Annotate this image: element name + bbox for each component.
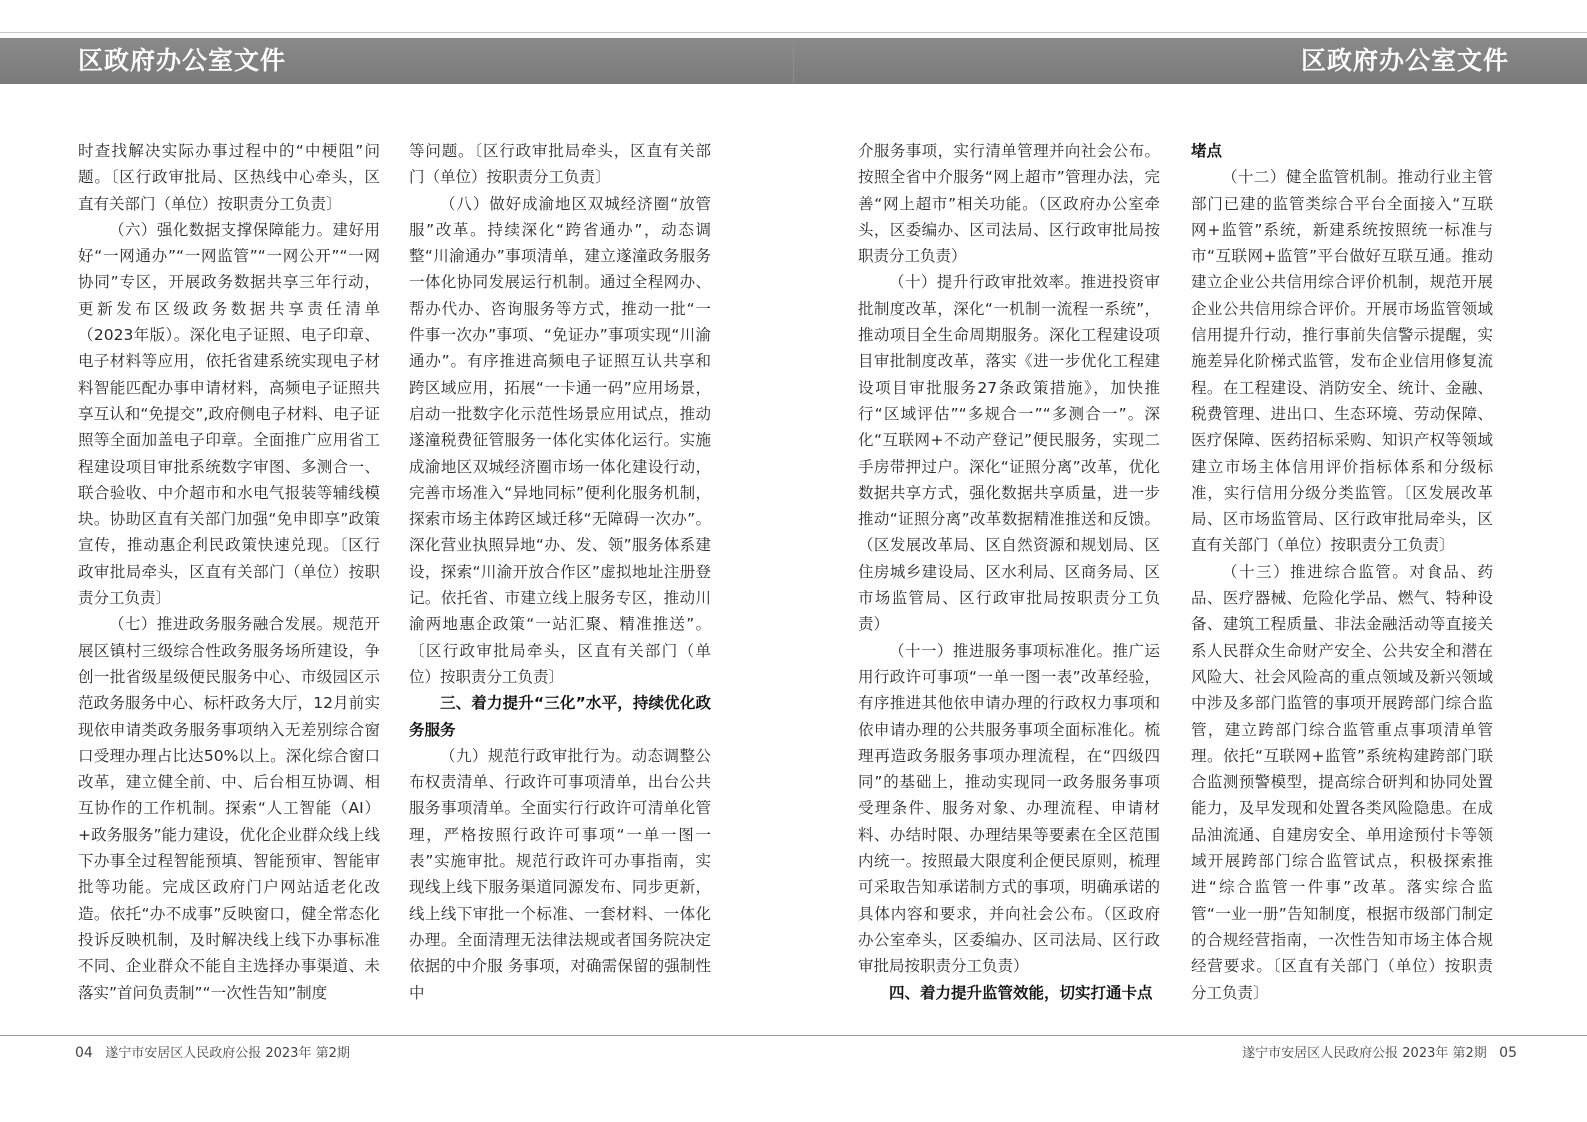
text-column-2 bbox=[409, 138, 711, 1006]
paragraph: 时查找解决实际办事过程中的“中梗阻”问题。〔区行政审批局、区热线中心牵头，区直有关部门（单位）按职责分工负责〕 bbox=[78, 142, 380, 213]
paragraph: （十）提升行政审批效率。推进投资审批制度改革，深化“一机制一流程一系统”，推动项目全生命周期服务。深化工程建设项目审批制度改革，落实《进一步优化工程建设项目审批服务27条政策措施》，加快推行“区域评估”“多规合一”“多测合一”。深化“互联网+不动产登记”便民服务，实现二手房带押过户。深化“证照分离”改革，优化数据共享方式，强化数据共享质量，进一步推动“证照分离”改革数据精准推送和反馈。（区发展改革局、区自然资源和规划局、区住房城乡建设局、区水利局、区商务局、区市场监管局、区行政审批局按职责分工负责） bbox=[858, 273, 1160, 634]
paragraph: （十一）推进服务事项标准化。推广运用行政许可事项“一单一图一表”改革经验，有序推进其他依申请办理的行政权力事项和依申请办理的公共服务事项全面标准化。梳理再造政务服务事项办理流程，在“四级四同”的基础上，推动实现同一政务服务事项受理条件、服务对象、办理流程、申请材料、办结时限、办理结果等要素在全区范围内统一。按照最大限度利企便民原则，梳理可采取告知承诺制方式的事项，明确承诺的具体内容和要求，并向社会公布。（区政府办公室牵头，区委编办、区司法局、区行政审批局按职责分工负责） bbox=[858, 641, 1160, 976]
publication-info-left: 遂宁市安居区人民政府公报 2023年 第2期 bbox=[105, 1046, 350, 1061]
header-title-right: 区政府办公室文件 bbox=[1300, 46, 1509, 75]
text-column-3 bbox=[858, 138, 1160, 1006]
footer-rule bbox=[0, 1035, 1587, 1036]
paragraph: （十二）健全监管机制。推动行业主管部门已建的监管类综合平台全面接入“互联网+监管”系统，新建系统按照统一标准与市“互联网+监管”平台做好互联互通。推动建立企业公共信用综合评价机制，规范开展企业公共信用综合评价。开展市场监管领域信用提升行动，推行事前失信警示提醒，实施差异化阶梯式监管，发布企业信用修复流程。在工程建设、消防安全、统计、金融、税费管理、进出口、生态环境、劳动保障、医疗保障、医药招标采购、知识产权等领域建立市场主体信用评价指标体系和分级标准，实行信用分级分类监管。〔区发展改革局、区市场监管局、区行政审批局牵头，区直有关部门（单位）按职责分工负责〕 bbox=[1191, 168, 1493, 555]
paragraph: 等问题。〔区行政审批局牵头，区直有关部门（单位）按职责分工负责〕 bbox=[409, 142, 711, 187]
footer-left bbox=[75, 1042, 350, 1061]
footer-right bbox=[1242, 1042, 1517, 1061]
section-heading: 堵点 bbox=[1191, 142, 1223, 160]
page-number-left: 04 bbox=[75, 1045, 93, 1061]
paragraph: 介服务事项，实行清单管理并向社会公布。按照全省中介服务“网上超市”管理办法，完善“网上超市”相关功能。（区政府办公室牵头，区委编办、区司法局、区行政审批局按职责分工负责） bbox=[858, 142, 1160, 266]
paragraph: （六）强化数据支撑保障能力。建好用好“一网通办”“一网监管”“一网公开”“一网协同”专区，开展政务数据共享三年行动，更新发布区级政务数据共享责任清单（2023年版）。深化电子证照、电子印章、电子材料等应用，依托省建系统实现电子材料智能匹配办事申请材料，高频电子证照共享互认和“免提交”,政府侧电子材料、电子证照等全面加盖电子印章。全面推广应用省工程建设项目审批系统数字审图、多测合一、联合验收、中介超市和水电气报装等辅线模块。协助区直有关部门加强“免申即享”政策宣传，推动惠企利民政策快速兑现。〔区行政审批局牵头，区直有关部门（单位）按职责分工负责〕 bbox=[78, 220, 380, 608]
section-heading: 四、着力提升监管效能，切实打通卡点 bbox=[889, 983, 1153, 1002]
top-rule bbox=[0, 32, 1587, 33]
header-band bbox=[0, 38, 1587, 84]
paragraph: （九）规范行政审批行为。动态调整公布权责清单、行政许可事项清单，出台公共服务事项清单。全面实行行政许可清单化管理，严格按照行政许可事项“一单一图一表”实施审批。规范行政许可办事指南，实现线上线下服务渠道同源发布、同步更新，线上线下审批一个标准、一套材料、一体化办理。全面清理无法律法规或者国务院决定依据的中介服 务事项，对确需保留的强制性中 bbox=[409, 746, 711, 1002]
publication-info-right: 遂宁市安居区人民政府公报 2023年 第2期 bbox=[1242, 1046, 1487, 1061]
header-title-left: 区政府办公室文件 bbox=[78, 46, 287, 75]
paragraph: （十三）推进综合监管。对食品、药品、医疗器械、危险化学品、燃气、特种设备、建筑工程质量、非法金融活动等直接关系人民群众生命财产安全、公共安全和潜在风险大、社会风险高的重点领域及新兴领域中涉及多部门监管的事项开展跨部门综合监管，建立跨部门综合监管重点事项清单管理。依托“互联网+监管”系统构建跨部门联合监测预警模型，提高综合研判和协同处置能力，及早发现和处置各类风险隐患。在成品油流通、自建房安全、单用途预付卡等领域开展跨部门综合监管试点，积极探索推进“综合监管一件事”改革。落实综合监管“一业一册”告知制度，根据市级部门制定的合规经营指南，一次性告知市场主体合规经营要求。〔区直有关部门（单位）按职责分工负责〕 bbox=[1191, 562, 1493, 1002]
section-heading: 三、着力提升“三化”水平，持续优化政务服务 bbox=[409, 694, 711, 739]
text-column-4 bbox=[1191, 138, 1493, 1006]
text-column-1 bbox=[78, 138, 380, 1006]
page-number-right: 05 bbox=[1499, 1045, 1517, 1061]
paragraph: （八）做好成渝地区双城经济圈“放管服”改革。持续深化“跨省通办”，动态调整“川渝通办”事项清单，建立遂潼政务服务一体化协同发展运行机制。通过全程网办、帮办代办、咨询服务等方式，推动一批“一件事一次办”事项、“免证办”事项实现“川渝通办”。有序推进高频电子证照互认共享和跨区域应用，拓展“一卡通一码”应用场景，启动一批数字化示范性场景应用试点，推动遂潼税费征管服务一体化实体化运行。实施成渝地区双城经济圈市场一体化建设行动，完善市场准入“异地同标”便利化服务机制，探索市场主体跨区域迁移“无障碍一次办”。深化营业执照异地“办、发、领”服务体系建设，探索“川渝开放合作区”虚拟地址注册登记。依托省、市建立线上服务专区，推动川渝两地惠企政策“一站汇聚、精准推送”。〔区行政审批局牵头，区直有关部门（单位）按职责分工负责〕 bbox=[409, 194, 711, 686]
paragraph: （七）推进政务服务融合发展。规范开展区镇村三级综合性政务服务场所建设，争创一批省级星级便民服务中心、市级园区示范政务服务中心、标杆政务大厅，12月前实现依申请类政务服务事项纳入无差别综合窗口受理办理占比达50%以上。深化综合窗口改革，建立健全前、中、后台相互协调、相互协作的工作机制。探索“人工智能（AI）+政务服务”能力建设，优化企业群众线上线下办事全过程智能预填、智能预审、智能审批等功能。完成区政府门户网站适老化改造。依托“办不成事”反映窗口，健全常态化投诉反映机制，及时解决线上线下办事标准不同、企业群众不能自主选择办事渠道、未落实”首问负责制”“一次性告知”制度 bbox=[78, 615, 380, 1002]
page-spine bbox=[793, 38, 794, 84]
